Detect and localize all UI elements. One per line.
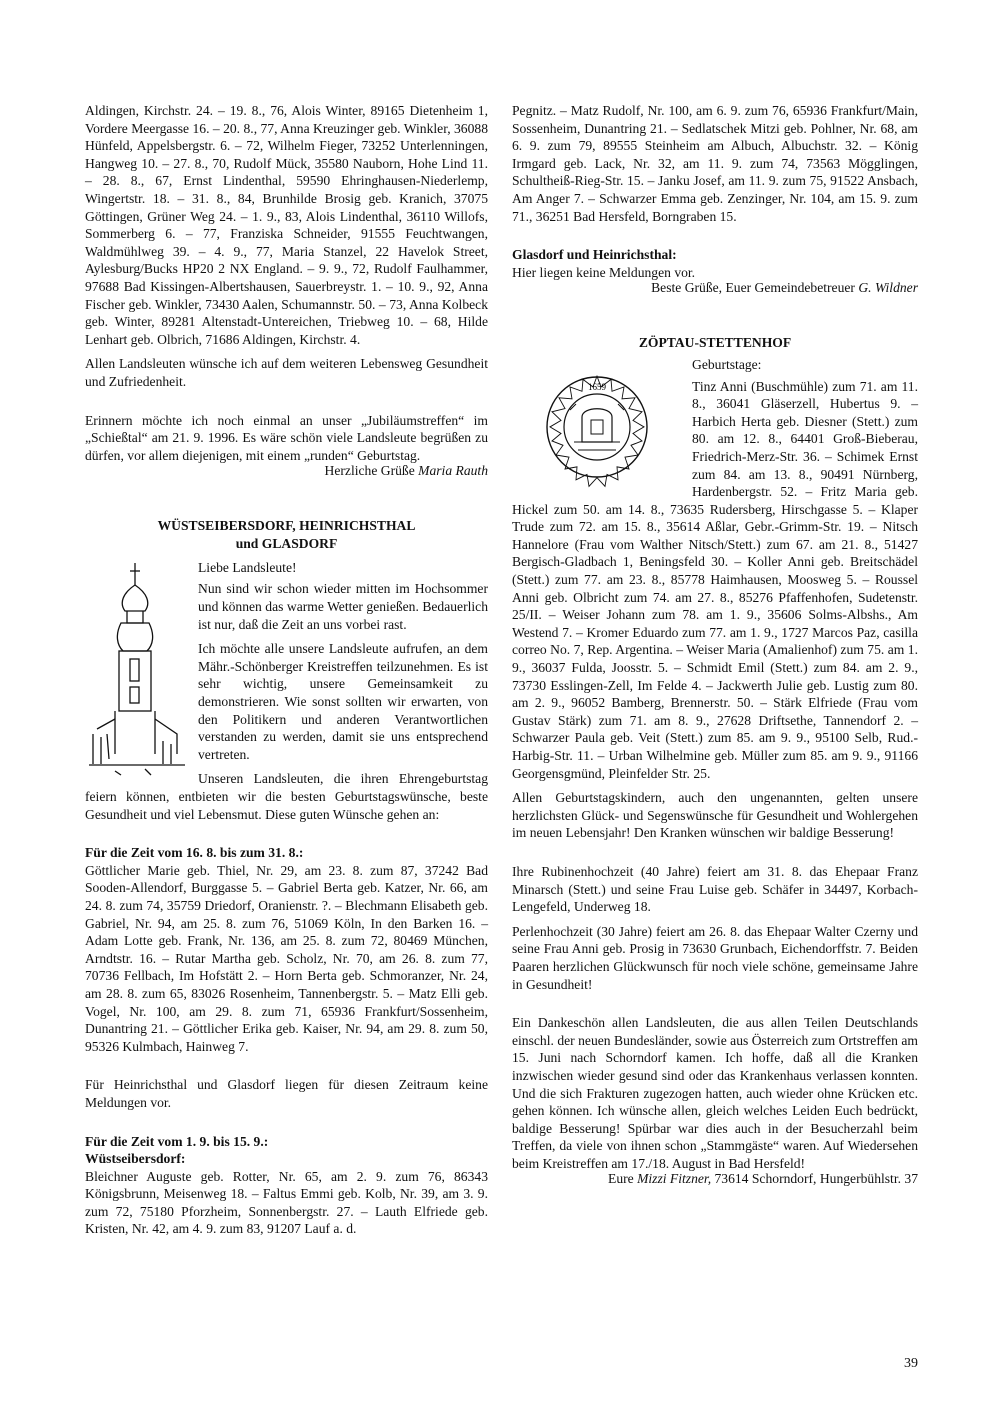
- final-signature: Eure Mizzi Fitzner, 73614 Schorndorf, Hungerbühlstr. 37: [608, 1171, 918, 1187]
- birthday-list-continued-right: Pegnitz. – Matz Rudolf, Nr. 100, am 6. 9. zum 76, 65936 Frankfurt/Main, Sossenheim, Dunantring 21. – Sedlatschek Mitzi geb. Pohlner, Nr. 68, am 6. 9. zum 79, 89555 Steinheim am Albuch, Albuchstr. 32. – König Irmgard geb. Lack, Nr. 32, am 11. 9. zum 74, 73563 Mögglingen, Schultheiß-Rieg-Str. 15. – Janku Josef, am 11. 9. zum 75, 91522 Ansbach, Am Anger 7. – Schwarzer Emma geb. Zenzinger, Nr. 104, am 15. 9. zum 71., 36251 Bad Hersfeld, Borngraben 15.: [512, 103, 918, 224]
- pearl-wedding: Perlenhochzeit (30 Jahre) feiert am 26. 8. das Ehepaar Walter Czerny und seine Frau Anni geb. Prosig in 73630 Grunbach, Eichendorffstr. 7. Beiden Paaren herzlichen Glückwunsch für noch viele schöne, gemeinsame Jahre in Gesundheit!: [512, 923, 918, 992]
- no-reports-note: Für Heinrichsthal und Glasdorf liegen für diesen Zeitraum keine Meldungen vor.: [85, 1077, 488, 1110]
- seal-year: 1659: [588, 381, 606, 392]
- village-heading: Wüstseibersdorf:: [85, 1151, 186, 1167]
- glasdorf-text: Hier liegen keine Meldungen vor.: [512, 264, 696, 280]
- reminder-signature: Herzliche Grüße Maria Rauth: [324, 463, 488, 479]
- glasdorf-signature: Beste Grüße, Euer Gemeindebetreuer G. Wildner: [651, 280, 918, 296]
- wishes-zoeptau: Allen Geburtstagskindern, auch den ungenannten, gelten unsere herzlichsten Glück- und Segenswünsche für Gesundheit und Wohlergehen im neuen Lebensjahr! Den Kranken wünschen wir baldige Besserung!: [512, 790, 918, 841]
- period-heading-2: Für die Zeit vom 1. 9. bis 15. 9.:: [85, 1133, 269, 1149]
- appeal-paragraph: Ich möchte alle unsere Landsleute aufrufen, an dem Mähr.-Schönberger Kreistreffen teilzunehmen. Es ist sehr wichtig, unsere Gemeinsamkeit zu demonstrieren. Wie sonst sollten wir erwarten, von den Politikern und anderen Verantwortlichen verstanden zu werden, damit sie uns entsprechend vertreten.: [198, 641, 488, 762]
- reminder-paragraph: Erinnern möchte ich noch einmal an unser „Jubiläumstreffen“ im „Schießtal“ am 21. 9. 1996. Es wäre schön viele Landsleute begrüßen zu dürfen, vor allem diejenigen, mit einem „runden“ Geburtstag.: [85, 412, 488, 463]
- glasdorf-heading: Glasdorf und Heinrichsthal:: [512, 247, 677, 263]
- wishes-paragraph: Unseren Landsleuten, die ihren Ehrengeburtstag feiern können, entbieten wir die besten Geburtstagswünsche, beste Gesundheit und viel Lebensmut. Diese guten Wünsche gehen an:: [85, 771, 488, 822]
- section-heading-wuestseibersdorf: WÜSTSEIBERSDORF, HEINRICHSTHAL: [157, 517, 416, 533]
- salutation: Liebe Landsleute!: [198, 559, 297, 575]
- wish-paragraph: Allen Landsleuten wünsche ich auf dem weiteren Lebensweg Gesundheit und Zufriedenheit.: [85, 356, 488, 389]
- period-heading-1: Für die Zeit vom 16. 8. bis zum 31. 8.:: [85, 845, 304, 861]
- section-heading-zoeptau: ZÖPTAU-STETTENHOF: [638, 334, 792, 350]
- ruby-wedding: Ihre Rubinenhochzeit (40 Jahre) feiert am 31. 8. das Ehepaar Franz Minarsch (Stett.) und seine Frau Luise geb. Schäfer in 34497, Korbach-Lengefeld, Underweg 18.: [512, 863, 918, 915]
- page-number: 39: [904, 1356, 918, 1371]
- intro-paragraph: Nun sind wir schon wieder mitten im Hochsommer und können das warme Wetter genießen. Bedauerlich ist nur, daß die Zeit an uns vorbei rast.: [198, 581, 488, 632]
- left-column: [85, 102, 488, 1245]
- birthday-list-1: Göttlicher Marie geb. Thiel, Nr. 29, am 23. 8. zum 87, 37242 Bad Sooden-Allendorf, Burggasse 5. – Gabriel Berta geb. Katzer, Nr. 66, am 24. 8. zum 74, 35759 Driedorf, Oranienstr. ?. – Blechmann Elisabeth geb. Gabriel, Nr. 94, am 25. 8. zum 76, 51069 Köln, In den Barken 16. – Adam Lotte geb. Frank, Nr. 136, am 25. 8. zum 72, 80469 München, Arndtstr. 16. – Rutar Martha geb. Scholz, Nr. 70, am 26. 8. zum 77, 70736 Fellbach, Im Hofstätt 2. – Horn Berta geb. Schmoranzer, Nr. 24, am 28. 8. zum 65, 83026 Rosenheim, Tannenbergstr. 5. – Matz Elli geb. Vogel, Nr. 100, am 29. 8. zum 71, 65936 Frankfurt/Sossenheim, Dunantring 21. – Göttlicher Erika geb. Kaiser, Nr. 94, am 29. 8. zum 50, 95326 Kulmbach, Hainweg 7.: [85, 862, 488, 1054]
- birthday-list-continued: Aldingen, Kirchstr. 24. – 19. 8., 76, Alois Winter, 89165 Dietenheim 1, Vordere Meergasse 16. – 20. 8., 77, Anna Kreuzinger geb. Winkler, 36088 Hünfeld, Appelsbergstr. 6. – 72, Wilhelm Fieger, 73252 Unterlenningen, Hangweg 10. – 27. 8., 70, Rudolf Mück, 35580 Nauborn, Hohe Lind 11. – 28. 8., 67, Ernst Lindenthal, 59590 Ehringhausen-Niederlemp, Wingertstr. 18. – 31. 8., 84, Brunhilde Brosig geb. Kranich, 37075 Göttingen, Grüner Weg 24. – 1. 9., 83, Alois Lindenthal, 36110 Willofs, Sommerberg 6. – 77, Franziska Schneider, 91555 Feuchtwangen, Waldmühlweg 39. – 4. 9., 77, Maria Stanzel, 22 Havelok Street, Aylesburg/Bucks HP20 2 NX England. – 9. 9., 72, Rudolf Faulhammer, 97688 Bad Kissingen-Albertshausen, Sauerbreystr. 1. – 10. 9., 92, Anna Fischer geb. Winkler, 73430 Aalen, Schumannstr. 50. – 73, Anna Kolbeck geb. Winter, 89281 Altenstadt-Untereichen, Triebweg 10. – 68, Hilde Lenhart geb. Olbrich, 71686 Aldingen, Kirchstr. 4.: [85, 103, 488, 347]
- section-heading-sub: und GLASDORF: [235, 535, 338, 551]
- birthday-list-zoeptau: Tinz Anni (Buschmühle) zum 71. am 11. 8., 36041 Gläserzell, Hubertus 9. – Harbich Herta geb. Diesner (Stett.) zum 80. am 12. 8., 64401 Groß-Bieberau, Friedrich-Merz-Str. 36. – Schimek Ernst zum 84. am 13. 8., 90491 Nürnberg, Hardenbergstr. 52. – Fritz Maria geb. Hickel zum 50. am 14. 8., 73635 Rudersberg, Hirschgasse 5. – Klaper Trude zum 72. am 15. 8., 35614 Aßlar, Gebr.-Grimm-Str. 19. – Nitsch Hannelore (Frau vom Walther Nitsch/Stett.) zum 67. am 21. 8., 51427 Bergisch-Gladbach 1, Beningsfeld 30. – Koller Anni geb. Breitschädel (Stett.) zum 77. am 23. 8., 85778 Haimhausen, Moosweg 5. – Roussel Anni geb. Olbricht zum 74. am 27. 8., 85276 Pfaffenhofen, Sudetenstr. 25/II. – Weiser Johann zum 78. am 1. 9., 35606 Solms-Albshs., Am Westend 7. – Kromer Eduardo zum 77. am 1. 9., 1727 Marcos Paz, casilla correo No. 7, Rep. Argentina. – Weiser Maria (Amalienhof) zum 75. am 1. 9., 36037 Fulda, Joosstr. 5. – Schmidt Emil (Stett.) zum 84. am 2. 9., 73730 Esslingen-Zell, Im Felde 4. – Jackwerth Julie geb. Lustig zum 80. am 2. 9., 96052 Bamberg, Brennerstr. 50. – Stärk Elfriede (Frau vom Gustav Stärk) zum 71. am 8. 9., 27628 Driftsethe, Tannendorf 2. – Schwarzer Paula geb. Veit (Stett.) zum 85. am 9. 9., 95100 Selb, Rud.-Harbig-Str. 11. – Urban Wilhelmine geb. Müller zum 85. am 9. 9., 91166 Georgensgmünd, Pleinfelder Str. 25.: [512, 378, 918, 781]
- right-column: [512, 102, 918, 1195]
- municipal-seal-image: [512, 362, 682, 492]
- thanks-paragraph: Ein Dankeschön allen Landsleuten, die aus allen Teilen Deutschlands einschl. der neuen Bundesländer, sowie aus Österreich zum Ortstreffen am 15. Juni nach Schorndorf kamen. Ich hoffe, daß all die Kranken inzwischen wieder gesund sind oder das Krankenhaus verlassen konnten. Und die sich Frakturen zugezogen hatten, auch wieder ohne Krücken etc. gehen können. Ich wünsche allen, gleich welches Leiden Euch bedrückt, baldige Besserung! Spürbar war dies auch in der Besucherzahl beim Treffen, da viele von ihnen schon „Stammgäste“ waren. Auf Wiedersehen beim Kreistreffen am 17./18. August in Bad Hersfeld!: [512, 1015, 918, 1171]
- birthdays-heading: Geburtstage:: [692, 356, 762, 372]
- birthday-list-2: Bleichner Auguste geb. Rotter, Nr. 65, am 2. 9. zum 76, 86343 Königsbrunn, Meisenweg 18. – Faltus Emmi geb. Kolb, Nr. 39, am 3. 9. zum 72, 75180 Pforzheim, Sonnenbergstr. 27. – Lauth Elfriede geb. Kristen, Nr. 42, am 4. 9. zum 83, 91207 Lauf a. d.: [85, 1168, 488, 1237]
- church-tower-illustration: [85, 559, 190, 779]
